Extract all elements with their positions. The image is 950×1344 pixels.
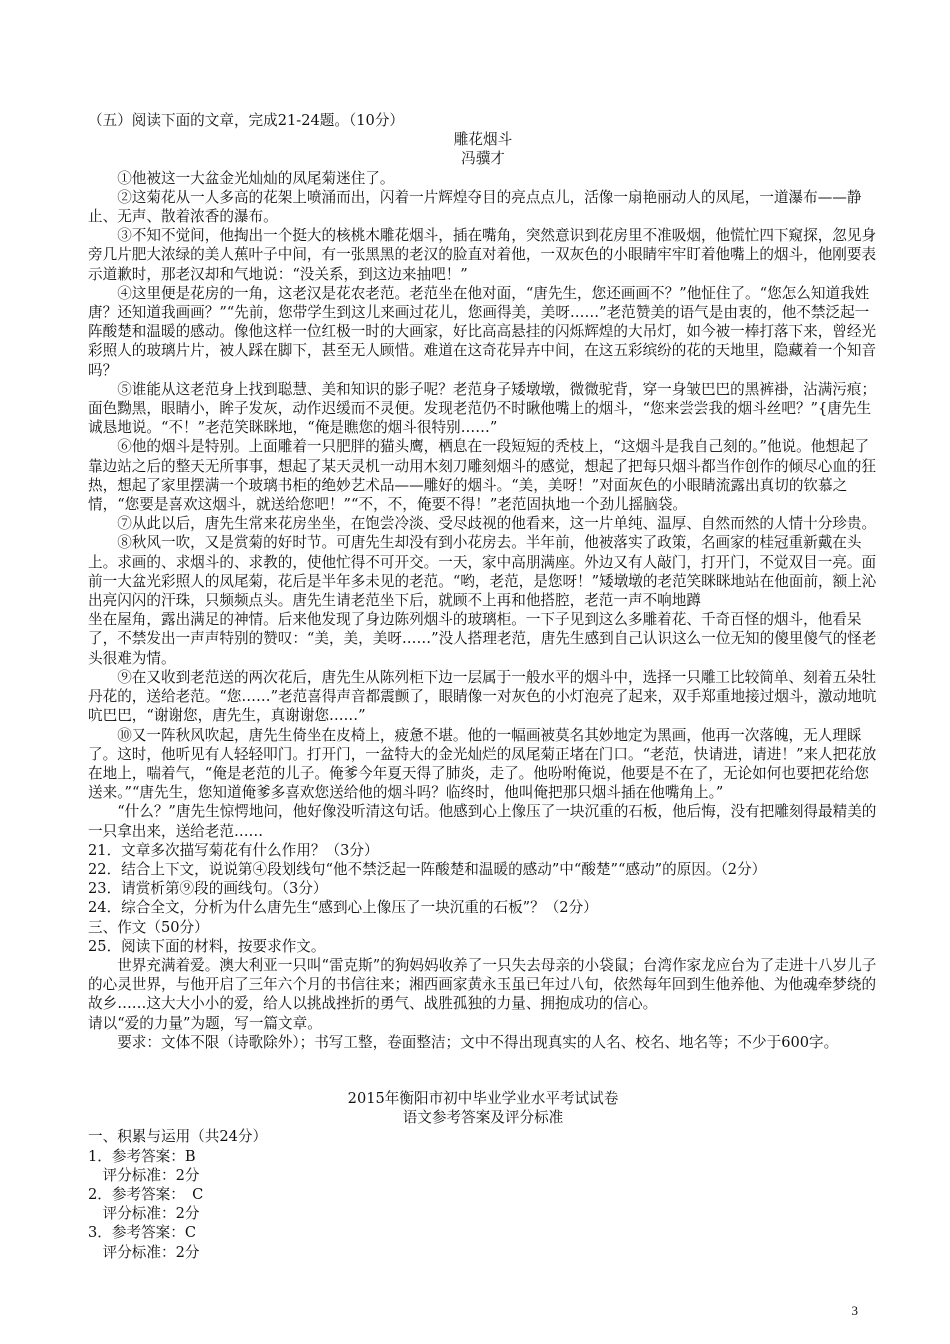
paragraph-5: ⑤谁能从这老范身上找到聪慧、美和知识的影子呢？老范身子矮墩墩，微微驼背，穿一身皱巴巴的黑裤褂，沾满污痕；面色黝黑，眼睛小，眸子发灰，动作迟缓而不灵便。发现老范仍不时瞅他嘴上的烟斗，“您来尝尝我的烟斗丝吧？”{唐先生诚恳地说。“不！”老范笑眯眯地，“俺是瞧您的烟斗很特别……” xyxy=(88,380,877,437)
answer-2: 2．参考答案： C xyxy=(88,1185,204,1203)
paragraph-8-continued: 坐在屋角，露出满足的神情。后来他发现了身边陈列烟斗的玻璃柜。一下子见到这么多雕着花、千奇百怪的烟斗，他看呆了，不禁发出一声声特别的赞叹：“美，美，美呀……”没人搭理老范，唐先生感到自己认识这么一位无知的傻里傻气的怪老头很难为情。 xyxy=(88,611,877,667)
score-2: 评分标准：2分 xyxy=(102,1205,200,1223)
paragraph-8: ⑧秋风一吹，又是赏菊的好时节。可唐先生却没有到小花房去。半年前，他被落实了政策，名画家的桂冠重新戴在头上。求画的、求烟斗的、求教的，使他忙得不可开交。一天，家中高朋满座。外边又有人敲门，打开门，不觉双目一亮。面前一大盆光彩照人的凤尾菊，花后是半年多未见的老范。“哟，老范，是您呀！”矮墩墩的老范笑眯眯地站在他面前，额上沁出亮闪闪的汗珠，只频频点头。唐先生请老范坐下后，就顾不上再和他搭腔，老范一声不响地蹲 xyxy=(88,534,877,610)
section-header: （五）阅读下面的文章，完成21-24题。（10分） xyxy=(88,112,405,129)
article-title: 雕花烟斗 xyxy=(453,131,513,149)
paragraph-9: ⑨在又收到老范送的两次花后，唐先生从陈列柜下边一层属于一般水平的烟斗中，选择一只雕工比较简单、刻着五朵牡丹花的，送给老范。“您……”老范喜得声音都震颤了，眼睛像一对灰色的小灯泡亮了起来，双手郑重地接过烟斗，激动地吭吭巴巴，“谢谢您，唐先生，真谢谢您……” xyxy=(88,668,877,725)
question-24: 24．综合全文，分析为什么唐先生“感到心上像压了一块沉重的石板”？（2分） xyxy=(88,899,598,917)
composition-prompt: 请以“爱的力量”为题，写一篇文章。 xyxy=(88,1014,322,1032)
answer-key-title: 2015年衡阳市初中毕业学业水平考试试卷 xyxy=(347,1089,619,1107)
question-21: 21．文章多次描写菊花有什么作用？（3分） xyxy=(88,841,379,859)
paragraph-1: ①他被这一大盆金光灿灿的凤尾菊迷住了。 xyxy=(117,169,395,187)
question-23: 23．请赏析第⑨段的画线句。（3分） xyxy=(88,880,328,898)
composition-material: 世界充满着爱。澳大利亚一只叫“雷克斯”的狗妈妈收养了一只失去母亲的小袋鼠；台湾作家龙应台为了走进十八岁儿子的心灵世界，与他开启了三年六个月的书信往来；湘西画家黄永玉虽已年过八旬，依然每年回到生他养他、为他魂牵梦绕的故乡……这大大小小的爱，给人以挑战挫折的勇气、战胜孤独的力量、拥抱成功的信心。 xyxy=(88,956,877,1013)
answer-3: 3．参考答案：C xyxy=(88,1224,197,1242)
composition-requirements: 要求：文体不限（诗歌除外）；书写工整，卷面整洁；文中不得出现真实的人名、校名、地名等；不少于600字。 xyxy=(117,1033,839,1051)
paragraph-7: ⑦从此以后，唐先生常来花房坐坐，在饱尝冷淡、受尽歧视的他看来，这一片单纯、温厚、自然而然的人情十分珍贵。 xyxy=(117,515,877,533)
answer-key-subtitle: 语文参考答案及评分标准 xyxy=(402,1109,564,1127)
composition-header: 三、作文（50分） xyxy=(88,918,209,936)
answer-key-section: 一、积累与运用（共24分） xyxy=(88,1128,268,1146)
paragraph-11: “什么？”唐先生惊愕地问，他好像没听清这句话。他感到心上像压了一块沉重的石板，他后悔，没有把雕刻得最精美的一只拿出来，送给老范…… xyxy=(88,803,877,840)
article-author: 冯骥才 xyxy=(461,150,505,168)
paragraph-4: ④这里便是花房的一角，这老汉是花农老范。老范坐在他对面，“唐先生，您还画画不？”他怔住了。“您怎么知道我姓唐？还知道我画画？”“先前，您带学生到这儿来画过花儿，您画得美，美呀……”老范赞美的语气是由衷的，他不禁泛起一阵酸楚和温暖的感动。像他这样一位红极一时的大画家，好比高高悬挂的闪烁辉煌的大吊灯，如今被一棒打落下来，曾经光彩照人的玻璃片片，被人踩在脚下，甚至无人顾惜。难道在这奇花异卉中间，在这五彩缤纷的花的天地里，隐藏着一个知音吗？ xyxy=(88,284,877,379)
answer-1: 1．参考答案：B xyxy=(88,1147,196,1165)
paragraph-10: ⑩又一阵秋风吹起，唐先生倚坐在皮椅上，疲惫不堪。他的一幅画被莫名其妙地定为黑画，他再一次落魄，无人理睬了。这时，他听见有人轻轻叩门。打开门，一盆特大的金光灿烂的凤尾菊正堵在门口。“老范，快请进，请进！”来人把花放在地上，喘着气，“俺是老范的儿子。俺爹今年夏天得了肺炎，走了。他吩咐俺说，他要是不在了，无论如何也要把花给您送来。”“唐先生，您知道俺爹多喜欢您送给他的烟斗吗？临终时，他叫俺把那只烟斗插在他嘴角上。” xyxy=(88,726,877,802)
document-page xyxy=(88,111,878,1262)
question-25: 25．阅读下面的材料，按要求作文。 xyxy=(88,937,326,955)
paragraph-6: ⑥他的烟斗是特别。上面雕着一只肥胖的猫头鹰，栖息在一段短短的秃枝上，“这烟斗是我自己刻的。”他说。他想起了靠边站之后的整天无所事事，想起了某天灵机一动用木刻刀雕刻烟斗的感觉，想起了把每只烟斗都当作创作的倾尽心血的狂热，想起了家里摆满一个玻璃书柜的绝妙艺术品——雕好的烟斗。“美，美呀！”对面灰色的小眼睛流露出真切的钦慕之情，“您要是喜欢这烟斗，就送给您吧！”“不，不，俺要不得！”老范固执地一个劲儿摇脑袋。 xyxy=(88,438,877,514)
page-number: 3 xyxy=(851,1303,858,1318)
spacer xyxy=(88,1052,878,1089)
score-1: 评分标准：2分 xyxy=(102,1166,200,1184)
paragraph-3: ③不知不觉间，他掏出一个挺大的核桃木雕花烟斗，插在嘴角，突然意识到花房里不准吸烟，他慌忙四下窥探，忽见身旁几片肥大浓绿的美人蕉叶子中间，有一张黑黑的老汉的脸直对着他，一双灰色的小眼睛牢牢盯着他嘴上的烟斗，他刚要表示道歉时，那老汉却和气地说：“没关系，到这边来抽吧！” xyxy=(88,227,877,283)
paragraph-2: ②这菊花从一人多高的花架上喷涌而出，闪着一片辉煌夺目的亮点点儿，活像一扇艳丽动人的凤尾，一道瀑布——静止、无声、散着浓香的瀑布。 xyxy=(88,188,862,226)
question-22: 22．结合上下文，说说第④段划线句“他不禁泛起一阵酸楚和温暖的感动”中“酸楚”“感动”的原因。（2分） xyxy=(88,860,767,878)
score-3: 评分标准：2分 xyxy=(102,1243,200,1261)
